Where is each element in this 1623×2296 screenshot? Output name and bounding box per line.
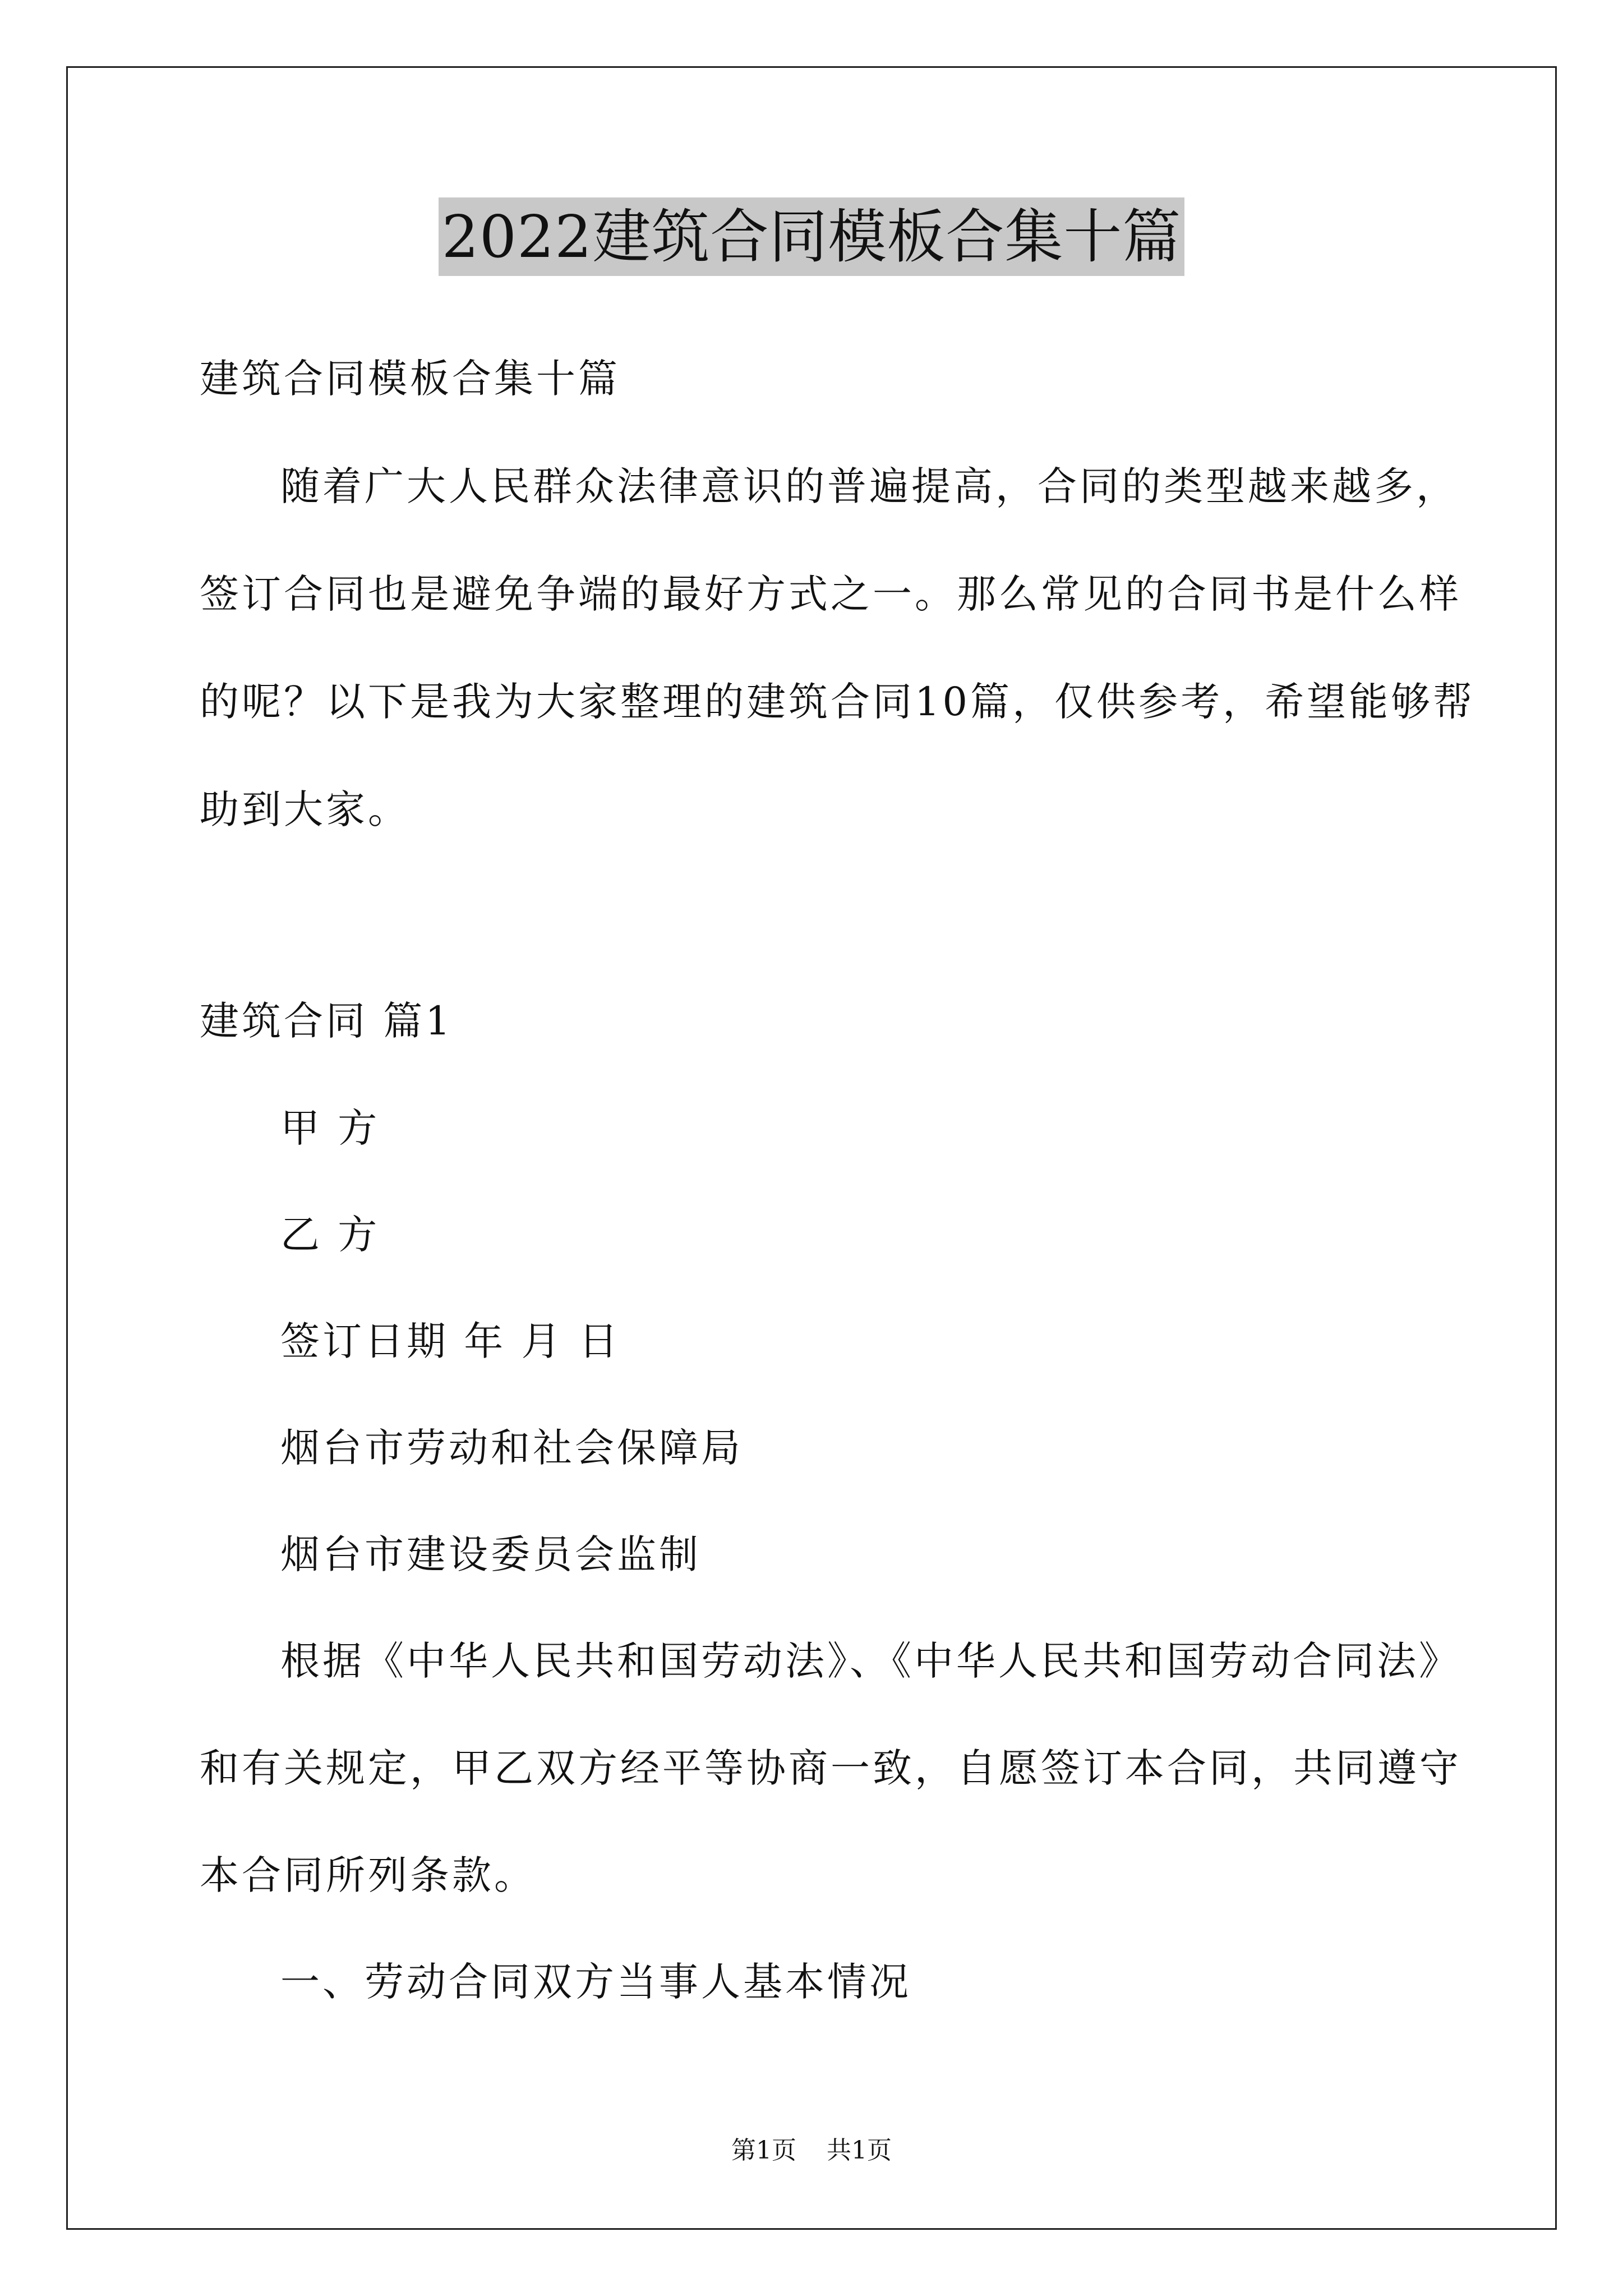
party-a-label: 甲 方 bbox=[280, 1105, 380, 1151]
basis-line-3: 本合同所列条款。 bbox=[200, 1852, 536, 1898]
basis-line-2: 和有关规定，甲乙双方经平等协商一致，自愿签订本合同，共同遵守 bbox=[200, 1745, 1461, 1791]
clause-1-heading: 一、劳动合同双方当事人基本情况 bbox=[280, 1959, 911, 2005]
intro-line-3: 的呢？以下是我为大家整理的建筑合同10篇，仅供参考，希望能够帮 bbox=[200, 679, 1476, 725]
sign-date-label: 签订日期 年 月 日 bbox=[280, 1318, 621, 1364]
page-number-current: 第1页 bbox=[731, 2136, 796, 2165]
section-heading: 建筑合同 篇1 bbox=[200, 998, 453, 1044]
issuer-line-1: 烟台市劳动和社会保障局 bbox=[280, 1425, 743, 1471]
issuer-line-2: 烟台市建设委员会监制 bbox=[280, 1531, 701, 1577]
basis-line-1: 根据《中华人民共和国劳动法》、《中华人民共和国劳动合同法》 bbox=[280, 1638, 1461, 1684]
intro-line-4: 助到大家。 bbox=[200, 786, 410, 832]
document-subtitle: 建筑合同模板合集十篇 bbox=[200, 356, 620, 402]
page-footer bbox=[0, 2134, 1623, 2168]
party-b-label: 乙 方 bbox=[280, 1212, 380, 1258]
title-block bbox=[0, 197, 1623, 276]
intro-line-1: 随着广大人民群众法律意识的普遍提高，合同的类型越来越多， bbox=[280, 463, 1458, 509]
intro-line-2: 签订合同也是避免争端的最好方式之一。那么常见的合同书是什么样 bbox=[200, 571, 1461, 617]
document-title: 2022建筑合同模板合集十篇 bbox=[439, 197, 1185, 276]
page-number-total: 共1页 bbox=[827, 2136, 892, 2165]
